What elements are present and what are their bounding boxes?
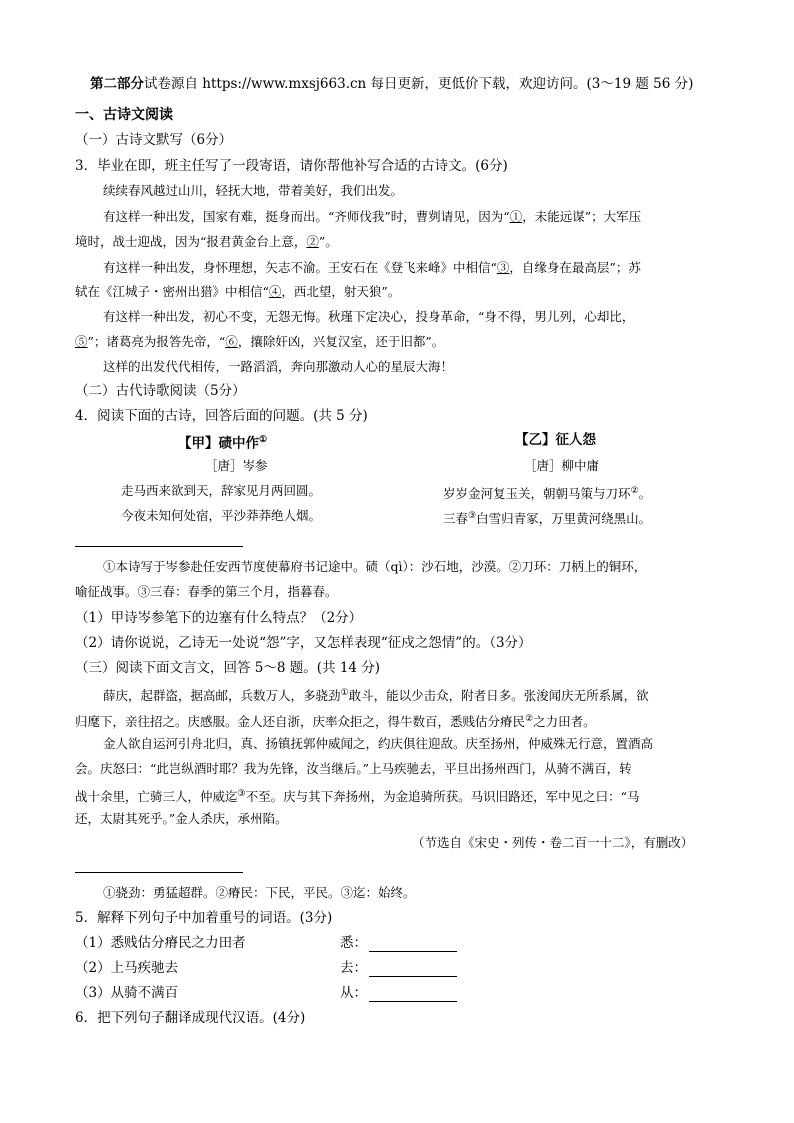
question-item: （3）从骑不满百 [75, 985, 179, 1001]
footnote-divider [75, 872, 243, 873]
passage-line: 有这样一种出发，初心不变，无怨无悔。秋瑾下定决心，投身革命，“身不得，男儿列，心却比， [103, 309, 635, 324]
answer-label: 去： [340, 960, 367, 976]
passage-line [75, 283, 400, 301]
question-3: 3．毕业在即，班主任写了一段寄语，请你帮他补写合适的古诗文。(6分) [75, 158, 508, 174]
passage-line: 这样的出发代代相传，一路滔滔，奔向那激动人心的星辰大海！ [103, 359, 454, 374]
answer-blank[interactable] [369, 962, 457, 977]
question-6: 6．把下列句子翻译成现代汉语。(4分) [75, 1010, 306, 1026]
text: ，自缘身在最高层”；苏 [509, 260, 641, 275]
text: 境时，战士迎战，因为“报君黄金台上意， [75, 234, 307, 249]
footnote-mark: ③ [237, 789, 246, 799]
classical-passage-line [75, 760, 632, 778]
text: 之力田者。 [533, 714, 596, 730]
footnote-line: 喻征战事。③三春：春季的第三个月，指暮春。 [75, 584, 338, 599]
source-note: 试卷源自 https://www.mxsj663.cn 每日更新，更低价下载，欢迎访问。(3～19 题 56 分) [144, 76, 694, 92]
text: 有这样一种出发，国家有难，挺身而出。“齐师伐我”时，曹刿请见，因为“ [103, 209, 510, 224]
poem-yi-title: 【乙】征人怨 [515, 432, 596, 448]
poem-yi-line [443, 482, 651, 503]
question-item: （2）上马疾驰去 [75, 960, 179, 976]
footnote-mark: ③ [468, 511, 477, 521]
classical-passage-line: 金人欲自运河引舟北归，真、扬镇抚郭仲威闻之，约庆俱往迎敌。庆至扬州，仲威殊无行意，置酒高 [103, 736, 654, 751]
blank-marker: ③ [496, 260, 510, 275]
poem-yi-line [443, 507, 651, 528]
question-item: （1）甲诗岑参笔下的边塞有什么特点？（2分） [75, 610, 363, 626]
text: 薛庆，起群盗，据高邮，兵数万人，多骁劲 [103, 688, 341, 704]
blank-marker: ⑥ [225, 334, 238, 349]
classical-passage-line [103, 684, 649, 705]
classical-passage-line [75, 710, 596, 731]
passage-line [103, 208, 641, 226]
passage-line [103, 259, 641, 277]
answer-blank[interactable] [369, 937, 457, 952]
subsection-title: （二）古代诗歌阅读（5分） [75, 383, 246, 399]
answer-label: 悉： [340, 935, 367, 951]
text: 白雪归青冢，万里黄河绕黑山。 [476, 511, 652, 527]
text: 归麾下，亲往招之。庆感服。金人还自浙，庆率众拒之，得牛数百， [75, 714, 451, 730]
question-5: 5．解释下列句子中加着重号的词语。(3分) [75, 910, 333, 926]
passage-line [75, 233, 338, 251]
text: 轼在《江城子・密州出猎》中相信“ [75, 284, 269, 299]
text: ，未能远谋”；大军压 [522, 209, 642, 224]
poem-jia-line: 走马西来欲到天，辞家见月两回圆。 [121, 483, 322, 498]
text: ，平旦出扬州西门， [431, 761, 545, 776]
poem-jia-title [178, 431, 267, 453]
text: 会。庆怒曰：“此岂纵酒时耶？我为先锋，汝当继后。”上马疾驰 [75, 761, 420, 776]
answer-label: 从： [340, 985, 367, 1001]
text: 贱估分瘠民 [462, 714, 526, 730]
text: 【甲】碛中作 [178, 435, 259, 452]
poem-jia-author: ［唐］岑参 [205, 458, 268, 473]
answer-field[interactable] [340, 984, 457, 1002]
passage-line [75, 333, 444, 351]
question-item: （2）请你说说，乙诗无一处说“怨”字，又怎样表现“征戍之怨情”的。（3分） [75, 635, 532, 651]
footnote-mark: ② [630, 486, 639, 496]
text: 三春 [443, 511, 469, 527]
part-header [90, 75, 693, 93]
footnote-mark: ① [259, 435, 268, 445]
emphasized-word: 悉 [450, 714, 463, 730]
answer-blank[interactable] [369, 987, 457, 1002]
classical-passage-line: 还，太尉其死乎。”金人杀庆，承州陷。 [75, 811, 288, 826]
question-item: （1）悉贱估分瘠民之力田者 [75, 935, 246, 951]
text: 不至。庆与其下奔扬州，为金追骑所获。马识旧路还，军中见之曰：“马 [245, 789, 640, 805]
question-4: 4．阅读下面的古诗，回答后面的问题。(共 5 分) [75, 408, 368, 424]
blank-marker: ⑤ [75, 334, 88, 349]
text: 战十余里，亡骑三人，仲威迄 [75, 789, 238, 805]
text: 。 [638, 486, 652, 502]
text: 敢斗，能以少击众，附者日多。张浚闻庆无所系属，欲 [348, 688, 649, 704]
blank-marker: ④ [268, 284, 282, 299]
text: ，西北望，射天狼”。 [281, 284, 401, 299]
passage-source: （节选自《宋史・列传・卷二百一十二》，有删改） [412, 835, 694, 850]
text: ”。 [318, 234, 338, 249]
text: 有这样一种出发，身怀理想，矢志不渝。王安石在《登飞来峰》中相信“ [103, 260, 497, 275]
footnote-line: ①本诗写于岑参赴任安西节度使幕府书记途中。碛（qì）：沙石地，沙漠。②刀环：刀柄上的铜环， [103, 559, 647, 574]
text: 骑不满百，转 [556, 761, 632, 776]
blank-marker: ① [509, 209, 523, 224]
text: ”；诸葛亮为报答先帝，“ [87, 334, 226, 349]
section-title: 一、古诗文阅读 [75, 107, 173, 123]
answer-field[interactable] [340, 959, 457, 977]
poem-yi-author: ［唐］柳中庸 [524, 458, 600, 473]
emphasized-word: 从 [544, 761, 557, 776]
poem-jia-line: 今夜未知何处宿，平沙莽莽绝人烟。 [121, 508, 322, 523]
footnote-line: ①骁劲：勇猛超群。②瘠民：下民，平民。③迄：始终。 [103, 885, 416, 900]
subsection-title: （一）古诗文默写（6分） [75, 132, 233, 148]
blank-marker: ② [306, 234, 319, 249]
emphasized-word: 去 [419, 761, 432, 776]
answer-field[interactable] [340, 934, 457, 952]
text: 岁岁金河复玉关，朝朝马策与刀环 [443, 486, 631, 502]
passage-line: 续续春风越过山川，轻抚大地，带着美好，我们出发。 [103, 183, 404, 198]
footnote-mark: ② [525, 714, 534, 724]
footnote-divider [75, 546, 243, 547]
part-title: 第二部分 [90, 76, 144, 92]
subsection-title: （三）阅读下面文言文，回答 5～8 题。(共 14 分) [75, 660, 381, 676]
classical-passage-line [75, 785, 640, 806]
footnote-mark: ① [340, 688, 349, 698]
text: ，攘除奸凶，兴复汉室，还于旧都”。 [237, 334, 445, 349]
